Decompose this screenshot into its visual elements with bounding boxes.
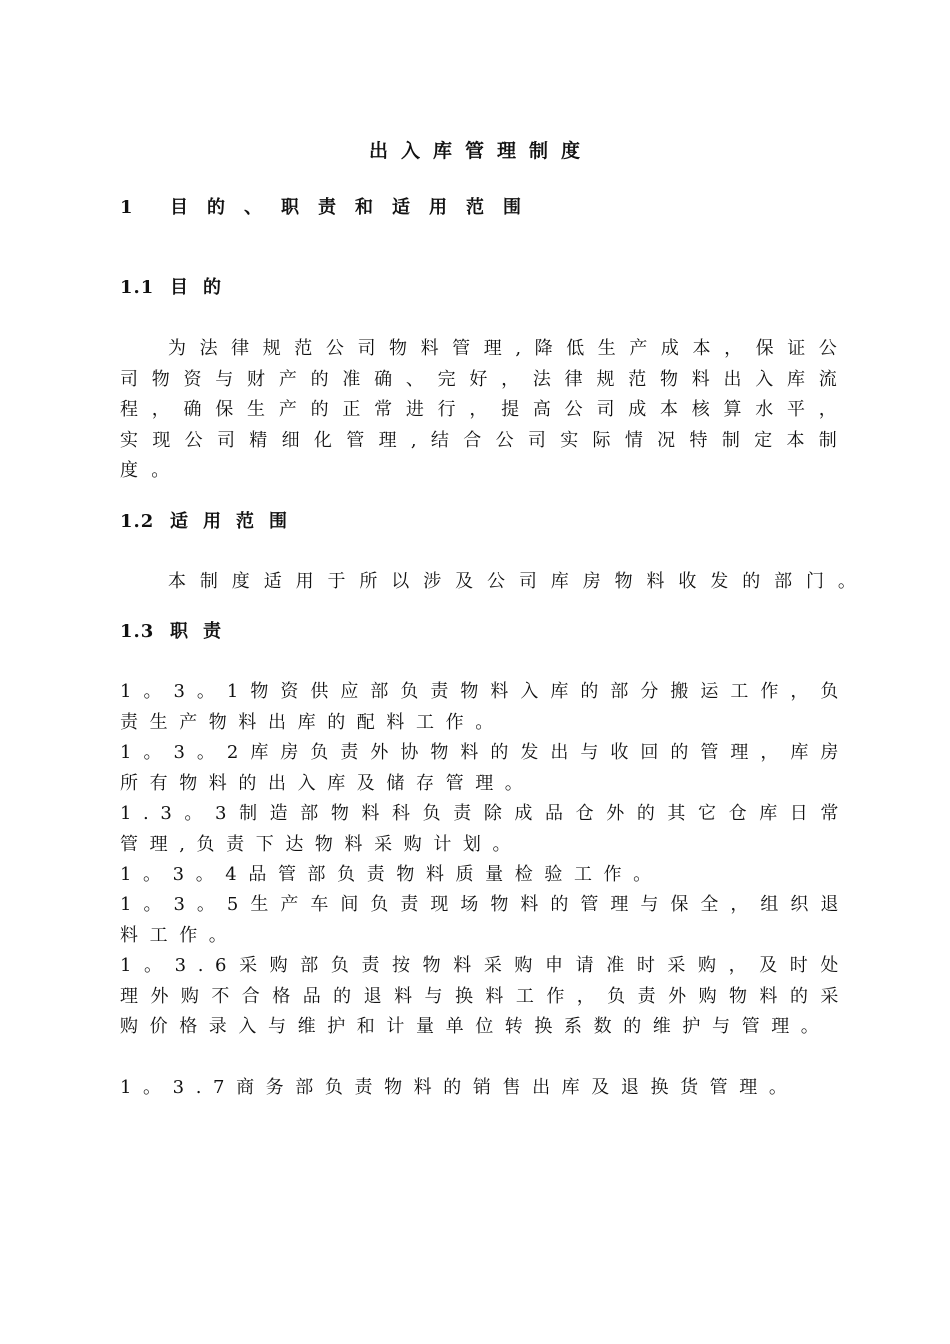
section-1-3-number: 1.3 — [120, 621, 155, 642]
responsibility-item: 1。3.6采购部负责按物料采购申请准时采购，及时处理外购不合格品的退料与换料工作，负责外购物料的采购价格录入与维护和计量单位转换系数的维护与管理。 — [120, 955, 850, 1037]
section-1-1-heading — [120, 275, 236, 301]
purpose-paragraph: 为法律规范公司物料管理,降低生产成本，保证公司物资与财产的准确、完好，法律规范物料出入库流程，确保生产的正常进行，提高公司成本核算水平，实现公司精细化管理,结合公司实际情况特制定本制度。 — [120, 338, 850, 481]
responsibility-item: 1。3。1物资供应部负责物料入库的部分搬运工作，负责生产物料出库的配料工作。 — [120, 681, 850, 733]
responsibility-item: 1。3.7商务部负责物料的销售出库及退换货管理。 — [120, 1077, 799, 1098]
section-1-1-title: 目的 — [170, 277, 236, 298]
section-1-heading — [120, 195, 540, 221]
scope-paragraph: 本制度适用于所以涉及公司库房物料收发的部门。 — [168, 571, 870, 592]
section-1-1-number: 1.1 — [120, 277, 155, 298]
responsibility-item: 1。3。4品管部负责物料质量检验工作。 — [120, 864, 663, 885]
section-1-2-title: 适用范围 — [170, 511, 302, 532]
section-1-2-heading — [120, 509, 302, 535]
responsibility-item: 1。3。5生产车间负责现场物料的管理与保全，组织退料工作。 — [120, 894, 850, 946]
responsibility-item: 1.3。3制造部物料科负责除成品仓外的其它仓库日常管理,负责下达物料采购计划。 — [120, 803, 850, 855]
section-1-2-number: 1.2 — [120, 511, 155, 532]
responsibility-item: 1。3。2库房负责外协物料的发出与收回的管理，库房所有物料的出入库及储存管理。 — [120, 742, 850, 794]
document-title: 出入库管理制度 — [368, 140, 593, 162]
section-1-3-title: 职责 — [170, 621, 236, 642]
section-1-title: 目的、职责和适用范围 — [170, 197, 540, 218]
section-1-3-heading — [120, 619, 236, 645]
section-1-number: 1 — [120, 197, 133, 218]
